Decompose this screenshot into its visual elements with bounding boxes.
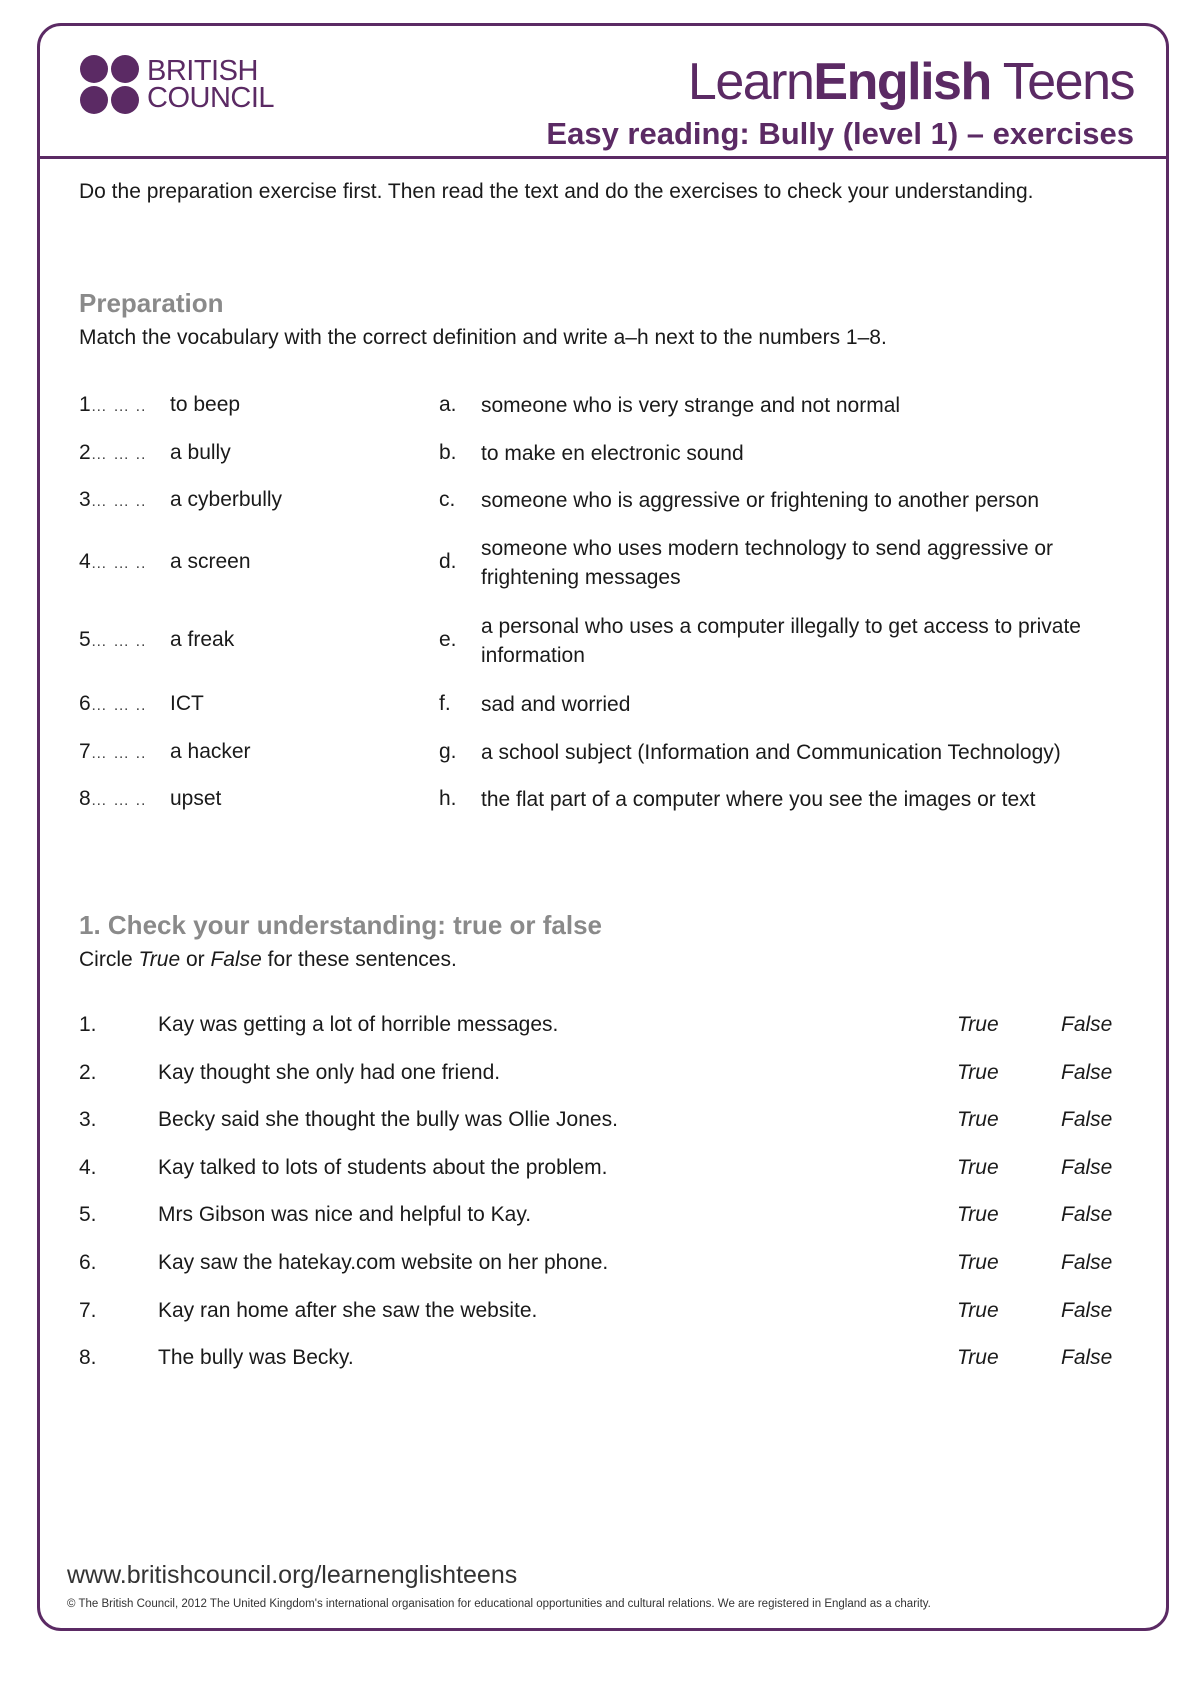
vocab-word: a bully (170, 441, 231, 464)
vocab-num-text: 7 (79, 740, 91, 763)
answer-blank[interactable]: … … .. (90, 792, 147, 809)
page-frame (37, 23, 1169, 1631)
answer-blank[interactable]: … … .. (90, 745, 147, 762)
vocab-num-text: 2 (79, 441, 91, 464)
instr-true: True (138, 948, 181, 971)
logo-line-1: BRITISH (147, 54, 258, 87)
true-option[interactable]: True (957, 1346, 999, 1370)
answer-blank[interactable]: … … .. (90, 398, 147, 415)
true-option[interactable]: True (957, 1108, 999, 1132)
statement-text: Kay was getting a lot of horrible messages. (158, 1013, 559, 1036)
answer-blank[interactable]: … … .. (90, 555, 147, 572)
preparation-title: Preparation (79, 288, 224, 318)
footer-copyright: © The British Council, 2012 The United Kingdom's international organisation for educational opportunities and cultural relations. We are registered in England as a charity. (67, 1598, 931, 1610)
instr-part2: or (180, 948, 211, 971)
document-title: Easy reading: Bully (level 1) – exercises (546, 116, 1134, 151)
vocab-num-text: 1 (79, 393, 91, 416)
vocab-num-text: 4 (79, 550, 91, 573)
logo-dot (111, 86, 139, 114)
logo-dot (80, 55, 108, 83)
answer-blank[interactable]: … … .. (90, 697, 147, 714)
statement-text: The bully was Becky. (158, 1346, 354, 1370)
logo-dots (80, 55, 139, 114)
definition-text: the flat part of a computer where you see the images or text (481, 788, 1036, 811)
instr-part1: Circle (79, 948, 139, 971)
exercise1-title: 1. Check your understanding: true or false (79, 910, 602, 940)
statement-text: Becky said she thought the bully was Ollie Jones. (158, 1108, 618, 1132)
true-option[interactable]: True (957, 1251, 999, 1274)
false-option[interactable]: False (1061, 1203, 1113, 1227)
intro-text: Do the preparation exercise first. Then read the text and do the exercises to check your understanding. (79, 180, 1034, 203)
vocab-number[interactable] (79, 441, 146, 465)
vocab-number[interactable] (79, 740, 146, 764)
footer-url[interactable]: www.britishcouncil.org/learnenglishteens (67, 1561, 518, 1589)
exercise1-instruction (79, 948, 457, 972)
vocab-word: to beep (170, 393, 241, 416)
definition-text: a personal who uses a computer illegally to get access to private information (481, 615, 1081, 667)
false-option[interactable]: False (1061, 1251, 1113, 1274)
preparation-instruction: Match the vocabulary with the correct definition and write a–h next to the numbers 1–8. (79, 326, 887, 349)
statement-number: 3. (79, 1108, 97, 1132)
logo-text (147, 54, 275, 114)
vocab-num-text: 6 (79, 692, 91, 715)
vocab-num-text: 3 (79, 488, 91, 511)
vocab-number[interactable] (79, 488, 146, 512)
vocab-word: ICT (170, 692, 204, 715)
false-option[interactable]: False (1061, 1298, 1113, 1322)
true-option[interactable]: True (957, 1013, 999, 1036)
vocab-num-text: 5 (79, 628, 91, 651)
statement-text: Kay ran home after she saw the website. (158, 1298, 538, 1322)
answer-blank[interactable]: … … .. (90, 633, 147, 650)
answer-blank[interactable]: … … .. (90, 493, 147, 510)
logo-line-2: COUNCIL (147, 81, 275, 114)
statement-number: 5. (79, 1203, 97, 1227)
definition-text: a school subject (Information and Communication Technology) (481, 741, 1061, 764)
instr-part3: for these sentences. (261, 948, 457, 971)
definition-text: someone who uses modern technology to send aggressive or frightening messages (481, 537, 1054, 589)
vocab-num-text: 8 (79, 787, 91, 810)
vocab-number[interactable] (79, 628, 146, 652)
true-option[interactable]: True (957, 1155, 999, 1179)
brand-learn: Learn (687, 53, 814, 111)
definition-letter: b. (439, 441, 457, 464)
brand-english: English (813, 53, 991, 111)
definition-letter: d. (439, 550, 457, 573)
statement-number: 1. (79, 1013, 97, 1036)
definition-text: sad and worried (481, 693, 631, 716)
logo-dot (111, 55, 139, 83)
statement-text: Kay saw the hatekay.com website on her phone. (158, 1251, 609, 1274)
definition-letter: a. (439, 393, 457, 416)
statement-number: 2. (79, 1060, 97, 1084)
definition-text: to make en electronic sound (481, 442, 744, 465)
definition-text: someone who is aggressive or frightening to another person (481, 489, 1039, 512)
vocab-word: a hacker (170, 740, 251, 763)
vocab-word: a screen (170, 550, 251, 573)
true-option[interactable]: True (957, 1298, 999, 1322)
statement-number: 8. (79, 1346, 97, 1370)
statement-text: Kay thought she only had one friend. (158, 1060, 501, 1084)
statement-text: Mrs Gibson was nice and helpful to Kay. (158, 1203, 532, 1227)
statement-number: 4. (79, 1155, 97, 1179)
instr-false: False (210, 948, 262, 971)
answer-blank[interactable]: … … .. (90, 446, 147, 463)
definition-letter: f. (439, 692, 451, 715)
false-option[interactable]: False (1061, 1060, 1113, 1084)
vocab-word: a cyberbully (170, 488, 283, 511)
statement-number: 7. (79, 1298, 97, 1322)
vocab-word: upset (170, 787, 222, 810)
definition-letter: c. (439, 488, 456, 511)
false-option[interactable]: False (1061, 1346, 1113, 1370)
vocab-word: a freak (170, 628, 235, 651)
false-option[interactable]: False (1061, 1108, 1113, 1132)
vocab-number[interactable] (79, 692, 146, 716)
british-council-logo (80, 55, 274, 114)
vocab-number[interactable] (79, 550, 146, 574)
header-divider (37, 156, 1169, 159)
false-option[interactable]: False (1061, 1155, 1113, 1179)
false-option[interactable]: False (1061, 1013, 1113, 1036)
statement-text: Kay talked to lots of students about the problem. (158, 1155, 608, 1179)
definition-letter: e. (439, 628, 457, 651)
vocab-number[interactable] (79, 393, 146, 417)
logo-dot (80, 86, 108, 114)
definition-text: someone who is very strange and not normal (481, 394, 901, 417)
vocab-number[interactable] (79, 787, 146, 811)
true-option[interactable]: True (957, 1060, 999, 1084)
learnenglish-teens-brand (688, 52, 1134, 112)
true-option[interactable]: True (957, 1203, 999, 1227)
statement-number: 6. (79, 1251, 97, 1274)
definition-letter: g. (439, 740, 457, 763)
brand-teens: Teens (990, 53, 1134, 111)
definition-letter: h. (439, 787, 457, 810)
